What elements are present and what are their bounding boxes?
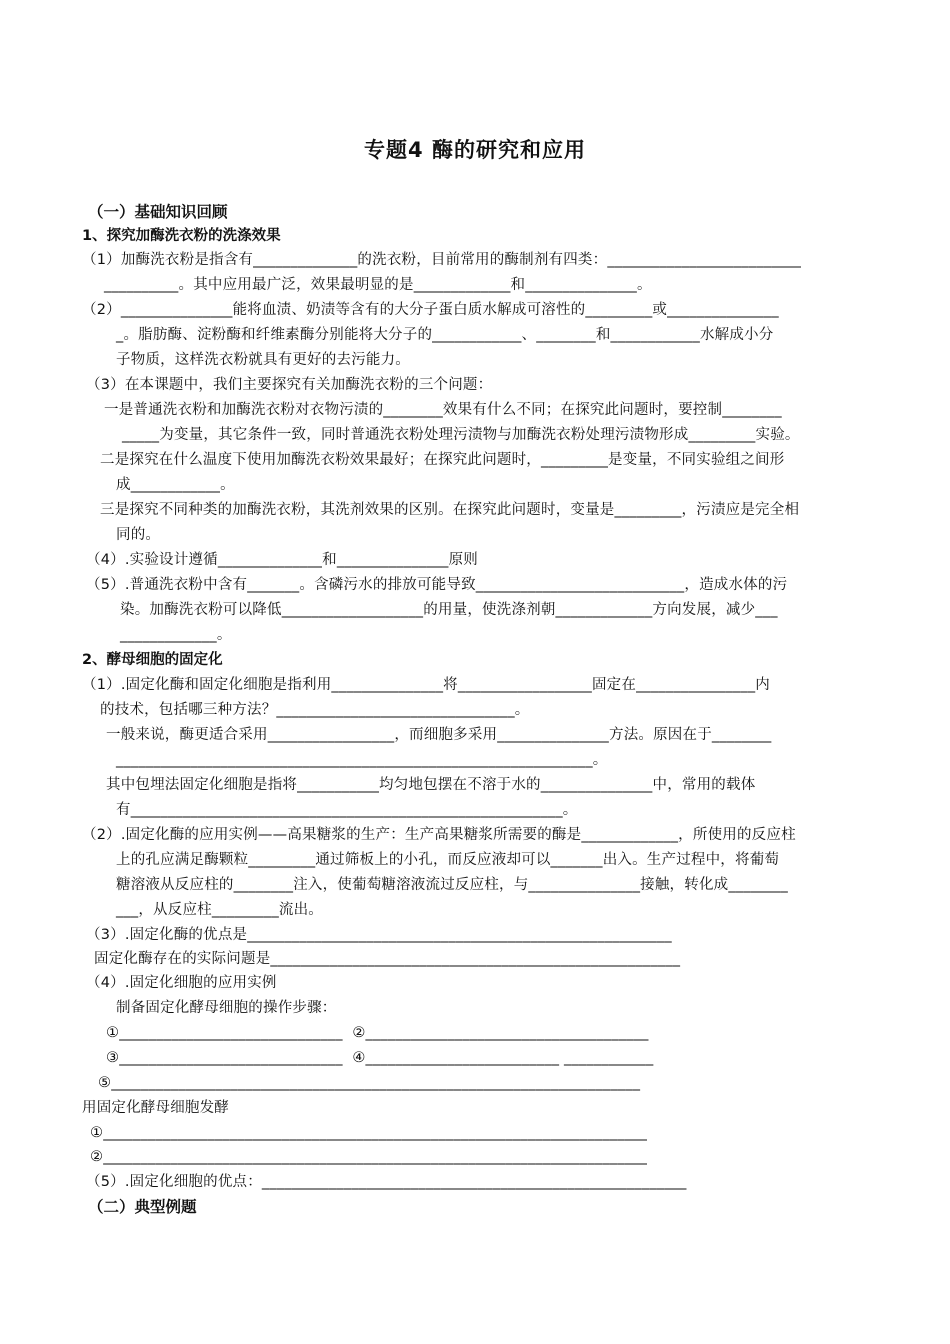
- text-line: （2）_______________能将血渍、奶渍等含有的大分子蛋白质水解成可溶性的_________或_______________: [82, 302, 779, 318]
- text-line: 制备固定化酵母细胞的操作步骤：: [116, 1000, 337, 1016]
- text-line: 成____________。: [116, 477, 235, 493]
- text-line: _____________。: [120, 627, 232, 643]
- section-heading-examples: （二）典型例题: [88, 1198, 197, 1216]
- text-line: 子物质，这样洗衣粉就具有更好的去污能力。: [116, 352, 410, 368]
- text-line: 固定化酶存在的实际问题是_______________________________________________________: [94, 951, 681, 967]
- subsection-heading-detergent: 1、探究加酶洗衣粉的洗涤效果: [82, 228, 281, 244]
- text-line: （1）.固定化酶和固定化细胞是指利用_______________将__________________固定在________________内: [82, 677, 770, 693]
- text-line: ③______________________________ ④__________________________ ____________: [106, 1050, 654, 1066]
- text-line: （4）.固定化细胞的应用实例: [86, 975, 277, 991]
- text-line: （5）.固定化细胞的优点：_________________________________________________________: [86, 1174, 687, 1190]
- text-line: （2）.固定化酶的应用实例——高果糖浆的生产：生产高果糖浆所需要的酶是_____________，所使用的反应柱: [82, 827, 796, 843]
- text-line: 染。加酶洗衣粉可以降低___________________的用量，使洗涤剂朝_____________方向发展，减少___: [120, 602, 778, 618]
- text-line: _。脂肪酶、淀粉酶和纤维素酶分别能将大分子的____________、________和____________水解成小分: [116, 327, 774, 343]
- text-line: （3）.固定化酶的优点是_________________________________________________________: [86, 927, 672, 943]
- text-line: ②_________________________________________________________________________: [90, 1149, 648, 1165]
- text-line: 同的。: [116, 527, 161, 543]
- text-line: ___，从反应柱_________流出。: [116, 902, 323, 918]
- text-line: 糖溶液从反应柱的________注入，使葡萄糖溶液流过反应柱，与_______________接触，转化成________: [116, 877, 788, 893]
- text-line: __________。其中应用最广泛，效果最明显的是_____________和_______________。: [104, 277, 652, 293]
- text-line: 一般来说，酶更适合采用_________________，而细胞多采用_______________方法。原因在于________: [106, 727, 772, 743]
- text-line: ①_________________________________________________________________________: [90, 1125, 648, 1141]
- text-line: ⑤_______________________________________________________________________: [98, 1075, 641, 1091]
- text-line: ①______________________________ ②______________________________________: [106, 1025, 649, 1041]
- text-line: 用固定化酵母细胞发酵: [82, 1100, 229, 1116]
- text-line: （3）在本课题中，我们主要探究有关加酶洗衣粉的三个问题：: [86, 377, 493, 393]
- text-line: 的技术，包括哪三种方法？________________________________。: [100, 702, 530, 718]
- text-line: ________________________________________________________________。: [116, 752, 608, 768]
- section-heading-basic: （一）基础知识回顾: [88, 203, 228, 221]
- subsection-heading-yeast: 2、酵母细胞的固定化: [82, 652, 223, 668]
- text-line: 上的孔应满足酶颗粒_________通过筛板上的小孔，而反应液却可以_______出入。生产过程中，将葡萄: [116, 852, 780, 868]
- page-title: 专题4 酶的研究和应用: [364, 138, 586, 162]
- text-line: 其中包埋法固定化细胞是指将___________均匀地包摆在不溶于水的_______________中，常用的载体: [106, 777, 756, 793]
- text-line: （4）.实验设计遵循______________和_______________原则: [86, 552, 478, 568]
- text-line: 一是普通洗衣粉和加酶洗衣粉对衣物污渍的________效果有什么不同；在探究此问题时，要控制________: [104, 402, 782, 418]
- text-line: （5）.普通洗衣粉中含有_______。含磷污水的排放可能导致____________________________，造成水体的污: [86, 577, 788, 593]
- text-line: 有__________________________________________________________。: [116, 802, 578, 818]
- text-line: 三是探究不同种类的加酶洗衣粉，其洗剂效果的区别。在探究此问题时，变量是_________，污渍应是完全相: [100, 502, 800, 518]
- text-line: _____为变量，其它条件一致，同时普通洗衣粉处理污渍物与加酶洗衣粉处理污渍物形成_________实验。: [122, 427, 800, 443]
- text-line: （1）加酶洗衣粉是指含有______________的洗衣粉，目前常用的酶制剂有四类：__________________________: [82, 252, 802, 268]
- text-line: 二是探究在什么温度下使用加酶洗衣粉效果最好；在探究此问题时，_________是变量，不同实验组之间形: [100, 452, 785, 468]
